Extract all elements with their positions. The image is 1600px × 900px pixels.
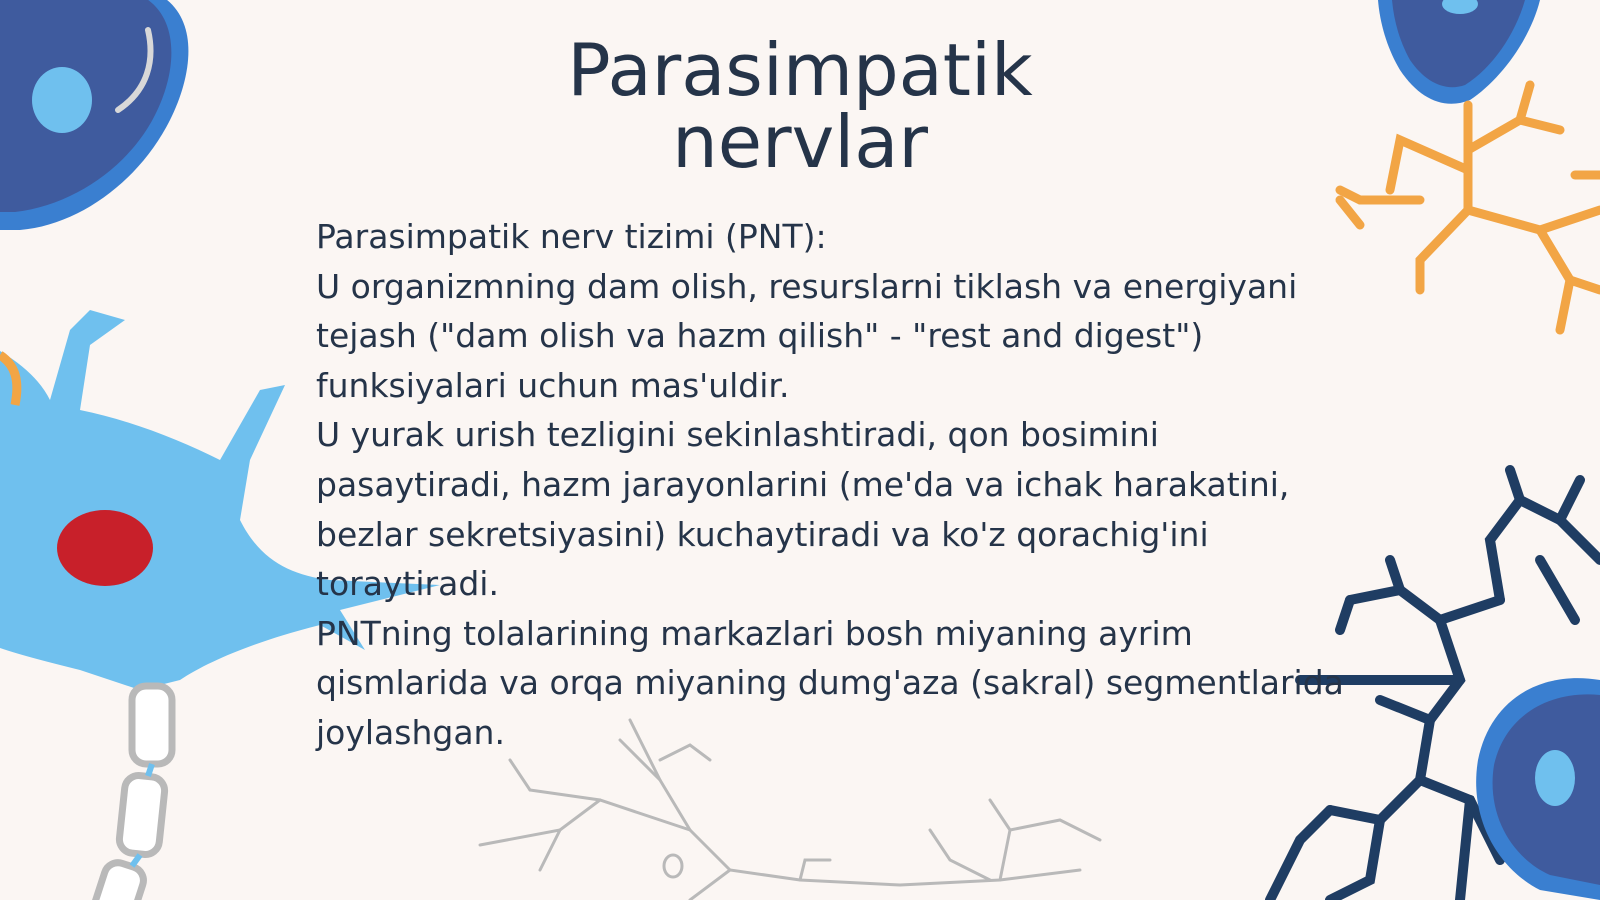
body-paragraph-4: PNTning tolalarining markazlari bosh miyaning ayrim qismlarida va orqa miyaning dumg'aza (sakral) segmentlarida joylashgan.: [316, 613, 1344, 752]
slide-body: [316, 212, 1346, 758]
body-paragraph-2: U organizmning dam olish, resurslarni tiklash va energiyani tejash ("dam olish va hazm qilish" - "rest and digest") funksiyalari uchun mas'uldir.: [316, 266, 1298, 405]
slide-title-line-1: Parasimpatik: [567, 28, 1033, 112]
slide-title: [0, 28, 1600, 184]
slide-title-line-2: nervlar: [672, 100, 928, 184]
body-paragraph-3: U yurak urish tezligini sekinlashtiradi, qon bosimini pasaytiradi, hazm jarayonlarini (me'da va ichak harakatini, bezlar sekretsiyasini) kuchaytiradi va ko'z qorachig'ini toraytiradi.: [316, 415, 1290, 604]
body-paragraph-1: Parasimpatik nerv tizimi (PNT):: [316, 217, 827, 256]
